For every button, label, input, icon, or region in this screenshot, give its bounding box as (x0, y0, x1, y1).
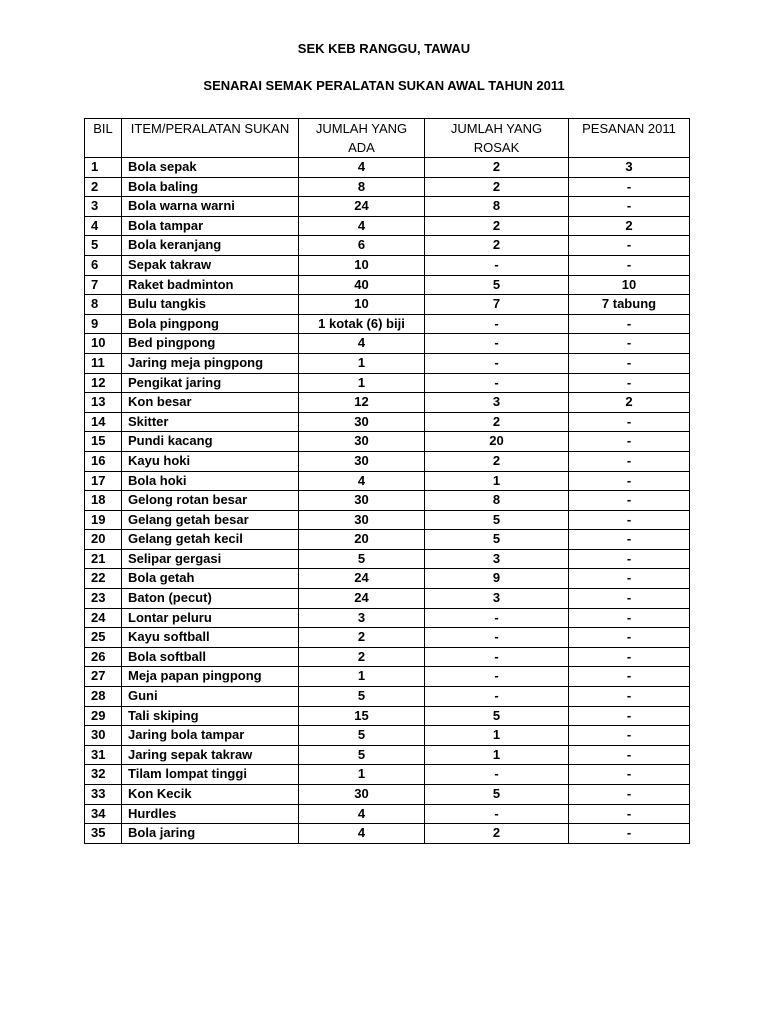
cell-item: Raket badminton (122, 275, 299, 295)
cell-item: Bola sepak (122, 158, 299, 178)
cell-jumlah-ada: 4 (299, 334, 425, 354)
cell-item: Gelang getah besar (122, 510, 299, 530)
cell-bil: 18 (85, 491, 122, 511)
cell-jumlah-ada: 30 (299, 451, 425, 471)
cell-jumlah-ada: 4 (299, 471, 425, 491)
cell-pesanan: - (569, 824, 690, 844)
cell-jumlah-rosak: 7 (425, 295, 569, 315)
table-row (85, 236, 690, 256)
cell-bil: 1 (85, 158, 122, 178)
cell-jumlah-rosak: - (425, 255, 569, 275)
cell-pesanan: - (569, 804, 690, 824)
cell-pesanan: - (569, 412, 690, 432)
cell-item: Kayu softball (122, 628, 299, 648)
cell-jumlah-ada: 4 (299, 804, 425, 824)
cell-bil: 9 (85, 314, 122, 334)
cell-jumlah-ada: 4 (299, 158, 425, 178)
cell-item: Skitter (122, 412, 299, 432)
cell-pesanan: - (569, 373, 690, 393)
cell-item: Tilam lompat tinggi (122, 765, 299, 785)
table-row (85, 158, 690, 178)
cell-bil: 25 (85, 628, 122, 648)
column-header-bil: BIL (85, 119, 122, 158)
cell-item: Jaring bola tampar (122, 726, 299, 746)
cell-bil: 29 (85, 706, 122, 726)
table-row (85, 275, 690, 295)
cell-bil: 33 (85, 785, 122, 805)
table-row (85, 353, 690, 373)
table-row (85, 373, 690, 393)
cell-item: Bulu tangkis (122, 295, 299, 315)
cell-bil: 32 (85, 765, 122, 785)
cell-item: Kon besar (122, 393, 299, 413)
cell-bil: 6 (85, 255, 122, 275)
cell-jumlah-ada: 3 (299, 608, 425, 628)
cell-bil: 22 (85, 569, 122, 589)
cell-jumlah-ada: 24 (299, 197, 425, 217)
cell-item: Bola getah (122, 569, 299, 589)
table-body (85, 158, 690, 844)
cell-jumlah-rosak: 3 (425, 393, 569, 413)
cell-pesanan: 3 (569, 158, 690, 178)
cell-pesanan: - (569, 510, 690, 530)
cell-pesanan: 7 tabung (569, 295, 690, 315)
cell-bil: 14 (85, 412, 122, 432)
cell-jumlah-ada: 1 kotak (6) biji (299, 314, 425, 334)
table-row (85, 667, 690, 687)
cell-bil: 12 (85, 373, 122, 393)
cell-jumlah-rosak: 5 (425, 275, 569, 295)
table-row (85, 393, 690, 413)
cell-jumlah-rosak: 2 (425, 177, 569, 197)
cell-item: Bola warna warni (122, 197, 299, 217)
table-row (85, 726, 690, 746)
cell-jumlah-rosak: 2 (425, 158, 569, 178)
cell-pesanan: - (569, 255, 690, 275)
cell-item: Bed pingpong (122, 334, 299, 354)
cell-bil: 2 (85, 177, 122, 197)
cell-pesanan: - (569, 785, 690, 805)
cell-item: Pengikat jaring (122, 373, 299, 393)
table-row (85, 255, 690, 275)
cell-jumlah-ada: 5 (299, 745, 425, 765)
cell-pesanan: - (569, 334, 690, 354)
table-row (85, 745, 690, 765)
cell-item: Bola tampar (122, 216, 299, 236)
cell-pesanan: - (569, 667, 690, 687)
cell-jumlah-ada: 30 (299, 412, 425, 432)
cell-pesanan: - (569, 745, 690, 765)
cell-bil: 5 (85, 236, 122, 256)
cell-bil: 31 (85, 745, 122, 765)
cell-jumlah-rosak: 3 (425, 549, 569, 569)
cell-jumlah-ada: 2 (299, 628, 425, 648)
table-row (85, 412, 690, 432)
cell-bil: 16 (85, 451, 122, 471)
cell-jumlah-ada: 40 (299, 275, 425, 295)
cell-pesanan: - (569, 353, 690, 373)
column-header-item: ITEM/PERALATAN SUKAN (122, 119, 299, 158)
cell-pesanan: 2 (569, 393, 690, 413)
cell-bil: 26 (85, 647, 122, 667)
cell-bil: 8 (85, 295, 122, 315)
cell-pesanan: - (569, 549, 690, 569)
cell-pesanan: - (569, 236, 690, 256)
cell-pesanan: - (569, 589, 690, 609)
column-header-jumlah-ada: JUMLAH YANG ADA (299, 119, 425, 158)
table-row (85, 824, 690, 844)
table-row (85, 314, 690, 334)
cell-jumlah-ada: 8 (299, 177, 425, 197)
cell-item: Baton (pecut) (122, 589, 299, 609)
table-row (85, 177, 690, 197)
table-row (85, 785, 690, 805)
cell-item: Hurdles (122, 804, 299, 824)
cell-pesanan: - (569, 647, 690, 667)
table-row (85, 334, 690, 354)
cell-jumlah-ada: 1 (299, 353, 425, 373)
cell-jumlah-ada: 1 (299, 667, 425, 687)
table-row (85, 510, 690, 530)
cell-pesanan: - (569, 177, 690, 197)
cell-jumlah-ada: 30 (299, 491, 425, 511)
equipment-table (84, 118, 690, 844)
cell-pesanan: - (569, 432, 690, 452)
cell-jumlah-ada: 10 (299, 295, 425, 315)
cell-bil: 24 (85, 608, 122, 628)
cell-jumlah-rosak: 2 (425, 412, 569, 432)
table-row (85, 569, 690, 589)
cell-jumlah-ada: 1 (299, 765, 425, 785)
cell-jumlah-ada: 30 (299, 785, 425, 805)
table-row (85, 549, 690, 569)
table-row (85, 471, 690, 491)
cell-pesanan: - (569, 451, 690, 471)
cell-pesanan: - (569, 608, 690, 628)
cell-jumlah-ada: 6 (299, 236, 425, 256)
cell-jumlah-ada: 5 (299, 726, 425, 746)
cell-jumlah-rosak: 5 (425, 785, 569, 805)
cell-jumlah-rosak: - (425, 765, 569, 785)
cell-pesanan: - (569, 530, 690, 550)
cell-item: Bola baling (122, 177, 299, 197)
table-header-row (85, 119, 690, 158)
cell-pesanan: - (569, 314, 690, 334)
cell-jumlah-ada: 30 (299, 510, 425, 530)
cell-bil: 7 (85, 275, 122, 295)
table-row (85, 687, 690, 707)
cell-jumlah-ada: 24 (299, 589, 425, 609)
cell-jumlah-rosak: 2 (425, 451, 569, 471)
cell-pesanan: 2 (569, 216, 690, 236)
cell-bil: 35 (85, 824, 122, 844)
cell-jumlah-rosak: - (425, 608, 569, 628)
table-row (85, 608, 690, 628)
cell-jumlah-rosak: 1 (425, 471, 569, 491)
cell-jumlah-ada: 5 (299, 687, 425, 707)
cell-jumlah-rosak: 2 (425, 216, 569, 236)
cell-item: Sepak takraw (122, 255, 299, 275)
table-row (85, 432, 690, 452)
cell-jumlah-rosak: 20 (425, 432, 569, 452)
cell-pesanan: - (569, 687, 690, 707)
cell-item: Gelong rotan besar (122, 491, 299, 511)
cell-item: Bola keranjang (122, 236, 299, 256)
cell-item: Bola softball (122, 647, 299, 667)
cell-bil: 13 (85, 393, 122, 413)
table-row (85, 197, 690, 217)
table-row (85, 706, 690, 726)
table-row (85, 647, 690, 667)
cell-jumlah-rosak: 8 (425, 197, 569, 217)
cell-jumlah-rosak: - (425, 314, 569, 334)
cell-jumlah-ada: 4 (299, 824, 425, 844)
cell-bil: 17 (85, 471, 122, 491)
cell-jumlah-ada: 24 (299, 569, 425, 589)
cell-item: Kon Kecik (122, 785, 299, 805)
cell-pesanan: 10 (569, 275, 690, 295)
cell-item: Selipar gergasi (122, 549, 299, 569)
cell-jumlah-rosak: - (425, 353, 569, 373)
cell-item: Jaring sepak takraw (122, 745, 299, 765)
cell-bil: 34 (85, 804, 122, 824)
cell-bil: 28 (85, 687, 122, 707)
cell-jumlah-ada: 4 (299, 216, 425, 236)
cell-bil: 10 (85, 334, 122, 354)
cell-bil: 23 (85, 589, 122, 609)
cell-jumlah-rosak: - (425, 804, 569, 824)
document-title: SENARAI SEMAK PERALATAN SUKAN AWAL TAHUN 2011 (203, 78, 565, 93)
cell-jumlah-rosak: 2 (425, 824, 569, 844)
cell-item: Gelang getah kecil (122, 530, 299, 550)
cell-item: Tali skiping (122, 706, 299, 726)
cell-pesanan: - (569, 726, 690, 746)
table-row (85, 216, 690, 236)
cell-item: Pundi kacang (122, 432, 299, 452)
cell-jumlah-rosak: 3 (425, 589, 569, 609)
cell-jumlah-rosak: - (425, 334, 569, 354)
cell-bil: 21 (85, 549, 122, 569)
cell-bil: 27 (85, 667, 122, 687)
table-row (85, 589, 690, 609)
cell-bil: 4 (85, 216, 122, 236)
cell-item: Kayu hoki (122, 451, 299, 471)
cell-item: Bola hoki (122, 471, 299, 491)
table-row (85, 451, 690, 471)
cell-item: Lontar peluru (122, 608, 299, 628)
cell-jumlah-rosak: - (425, 373, 569, 393)
cell-jumlah-rosak: 9 (425, 569, 569, 589)
cell-jumlah-rosak: 5 (425, 530, 569, 550)
cell-jumlah-rosak: 1 (425, 726, 569, 746)
cell-jumlah-rosak: 2 (425, 236, 569, 256)
cell-bil: 11 (85, 353, 122, 373)
cell-bil: 20 (85, 530, 122, 550)
cell-jumlah-ada: 20 (299, 530, 425, 550)
cell-pesanan: - (569, 706, 690, 726)
cell-jumlah-ada: 5 (299, 549, 425, 569)
cell-jumlah-rosak: - (425, 667, 569, 687)
cell-jumlah-rosak: - (425, 647, 569, 667)
cell-jumlah-rosak: 1 (425, 745, 569, 765)
cell-bil: 3 (85, 197, 122, 217)
cell-item: Guni (122, 687, 299, 707)
cell-pesanan: - (569, 765, 690, 785)
cell-pesanan: - (569, 628, 690, 648)
table-row (85, 804, 690, 824)
cell-bil: 15 (85, 432, 122, 452)
cell-pesanan: - (569, 569, 690, 589)
cell-jumlah-rosak: 5 (425, 510, 569, 530)
cell-item: Jaring meja pingpong (122, 353, 299, 373)
table-row (85, 765, 690, 785)
cell-item: Bola pingpong (122, 314, 299, 334)
column-header-pesanan: PESANAN 2011 (569, 119, 690, 158)
cell-bil: 19 (85, 510, 122, 530)
cell-item: Meja papan pingpong (122, 667, 299, 687)
cell-pesanan: - (569, 197, 690, 217)
cell-pesanan: - (569, 471, 690, 491)
column-header-jumlah-rosak: JUMLAH YANG ROSAK (425, 119, 569, 158)
cell-jumlah-ada: 10 (299, 255, 425, 275)
table-row (85, 491, 690, 511)
table-row (85, 295, 690, 315)
cell-jumlah-rosak: 8 (425, 491, 569, 511)
cell-item: Bola jaring (122, 824, 299, 844)
cell-jumlah-rosak: - (425, 687, 569, 707)
cell-jumlah-ada: 15 (299, 706, 425, 726)
cell-jumlah-ada: 2 (299, 647, 425, 667)
table-row (85, 530, 690, 550)
school-title: SEK KEB RANGGU, TAWAU (297, 41, 471, 56)
cell-jumlah-rosak: - (425, 628, 569, 648)
cell-bil: 30 (85, 726, 122, 746)
cell-jumlah-rosak: 5 (425, 706, 569, 726)
cell-jumlah-ada: 30 (299, 432, 425, 452)
table-row (85, 628, 690, 648)
cell-jumlah-ada: 1 (299, 373, 425, 393)
cell-pesanan: - (569, 491, 690, 511)
cell-jumlah-ada: 12 (299, 393, 425, 413)
